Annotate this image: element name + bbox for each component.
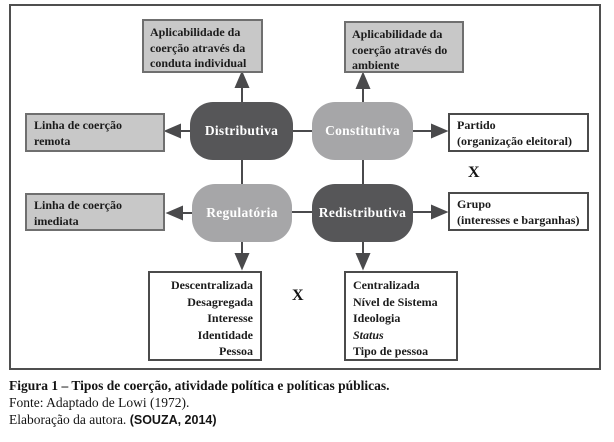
label-box-coercao-remota: Linha de coerção remota (25, 113, 165, 152)
arrowhead-left-distributiva (166, 125, 180, 137)
box-partido-subtitle: (organização eleitoral) (457, 134, 572, 148)
figure-caption (9, 377, 605, 429)
arrowhead-up-constitutiva (357, 74, 369, 88)
box-descentralizada (148, 271, 262, 361)
arrowhead-up-distributiva (236, 73, 248, 87)
list-item-status: Status (353, 327, 384, 342)
box-partido (448, 113, 589, 152)
list-item: Centralizada (353, 278, 420, 292)
list-item: Interesse (207, 311, 253, 325)
arrowhead-down-regulatoria (236, 254, 248, 268)
box-grupo (448, 192, 589, 231)
box-partido-title: Partido (457, 118, 496, 132)
list-item: Pessoa (219, 344, 253, 358)
list-item: Tipo de pessoa (353, 344, 429, 358)
list-item: Descentralizada (171, 278, 253, 292)
arrowhead-right-redistributiva (432, 206, 446, 218)
label-box-coercao-imediata: Linha de coerção imediata (25, 193, 165, 231)
label-box-aplicabilidade-ambiente: Aplicabilidade da coerção através do ambiente (344, 21, 464, 73)
node-constitutiva: Constitutiva (312, 102, 413, 160)
arrowhead-right-constitutiva (432, 125, 446, 137)
node-regulatoria: Regulatória (192, 184, 292, 242)
box-grupo-subtitle: (interesses e barganhas) (457, 213, 580, 227)
node-distributiva: Distributiva (190, 102, 293, 160)
list-item: Ideologia (353, 311, 401, 325)
caption-elaboration-line (9, 411, 605, 429)
label-box-aplicabilidade-conduta: Aplicabilidade da coerção através da conduta individual (142, 19, 263, 73)
caption-elaboration: Elaboração da autora. (9, 412, 127, 427)
caption-title: Figura 1 – Tipos de coerção, atividade política e políticas públicas. (9, 378, 390, 393)
list-item: Nível de Sistema (353, 294, 438, 309)
caption-citation: (SOUZA, 2014) (129, 413, 217, 427)
list-item: Desagregada (187, 294, 253, 309)
node-redistributiva: Redistributiva (312, 184, 413, 242)
box-grupo-title: Grupo (457, 197, 492, 211)
x-mark-right: X (468, 164, 480, 181)
arrowhead-down-redistributiva (357, 254, 369, 268)
box-centralizada (344, 271, 458, 361)
caption-source: Fonte: Adaptado de Lowi (1972). (9, 395, 190, 410)
list-item: Identidade (197, 327, 253, 342)
arrowhead-left-regulatoria (168, 207, 182, 219)
x-mark-bottom: X (292, 287, 304, 304)
